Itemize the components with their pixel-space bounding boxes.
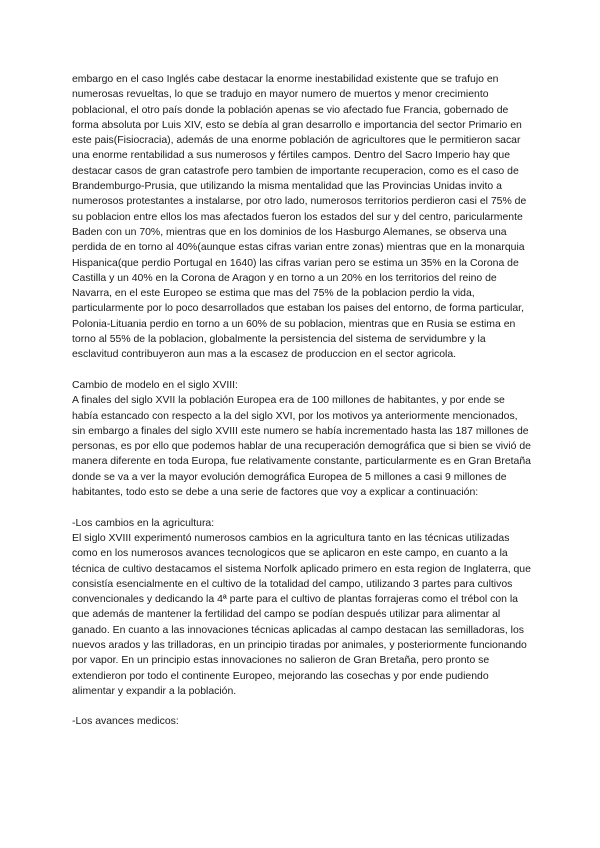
page-content <box>72 72 532 730</box>
paragraph-spacer <box>72 363 532 378</box>
section-heading-agricultura: -Los cambios en la agricultura: <box>72 517 215 529</box>
paragraph-poblacion-siglo-xviii: A finales del siglo XVII la población Europea era de 100 millones de habitantes, y por ende se había estancado con respecto a la del siglo XVI, por los motivos ya anteriormente mencionados, sin embargo a finales del siglo XVIII este numero se había incrementado hasta las 187 millones de personas, es por ello que podemos hablar de una recuperación demográfica que si bien se vivió de manera diferente en toda Europa, fue relativamente constante, particularmente es en Gran Bretaña donde se va a ver la mayor evolución demográfica Europea de 5 millones a casi 9 millones de habitantes, todo esto se debe a una serie de factores que voy a explicar a continuación: <box>72 395 531 499</box>
section-heading-avances-medicos: -Los avances medicos: <box>72 716 179 728</box>
paragraph-continuation: embargo en el caso Inglés cabe destacar la enorme inestabilidad existente que se trafujo en numerosas revueltas, lo que se tradujo en mayor numero de muertos y menor crecimiento poblacional, el otro país donde la población apenas se vio afectado fue Francia, gobernado de forma absoluta por Luis XIV, esto se debía al gran desarrollo e importancia del sector Primario en este pais(Fisiocracia), además de una enorme población de agricultores que le permitieron sacar una enorme rentabilidad a sus numerosos y fértiles campos. Dentro del Sacro Imperio hay que destacar casos de gran catastrofe pero tambien de importante recuperacion, como es el caso de Brandemburgo-Prusia, que utilizando la misma mentalidad que las Provincias Unidas invito a numerosos protestantes a instalarse, por otro lado, numerosos territorios perdieron casi el 75% de su poblacion entre ellos los mas afectados fueron los estados del sur y del centro, paricularmente Baden con un 70%, mientras que en los dominios de los Hasburgo Alemanes, se observa una perdida de en torno al 40%(aunque estas cifras varian entre zonas) mientras que en la monarquia Hispanica(que perdio Portugal en 1640) las cifras varian pero se estima un 35% en la Corona de Castilla y un 40% en la Corona de Aragon y en torno a un 20% en los territorios del reino de Navarra, en el este Europeo se estima que mas del 75% de la poblacion perdio la vida, particularmente por lo poco desarrollados que estaban los paises del entorno, de forma particular, Polonia-Lituania perdio en torno a un 60% de su poblacion, mientras que en Rusia se estima en torno al 55% de la poblacion, globalmente la persistencia del sistema de servidumbre y la esclavitud contribuyeron aun mas a la escasez de produccion en el sector agricola. <box>72 74 527 361</box>
section-heading-cambio-de-modelo: Cambio de modelo en el siglo XVIII: <box>72 379 238 391</box>
paragraph-cambios-agricultura: El siglo XVIII experimentó numerosos cambios en la agricultura tanto en las técnicas utilizadas como en los numerosos avances tecnologicos que se aplicaron en este campo, en cuanto a la técnica de cultivo destacamos el sistema Norfolk aplicado primero en esta region de Inglaterra, que consistía esencialmente en el cultivo de la totalidad del campo, utilizando 3 partes para cultivos convencionales y dedicando la 4ª parte para el cultivo de plantas forrajeras como el trébol con la que además de mantener la fertilidad del campo se podían después utilizar para alimentar al ganado. En cuanto a las innovaciones técnicas aplicadas al campo destacan las semilladoras, los nuevos arados y las trilladoras, en un principio tiradas por animales, y posteriormente funcionando por vapor. En un principio estas innovaciones no salieron de Gran Bretaña, pero pronto se extendieron por todo el continente Europeo, mejorando las cosechas y por ende pudiendo alimentar y expandir a la población. <box>72 532 531 697</box>
paragraph-spacer <box>72 500 532 515</box>
paragraph-spacer <box>72 699 532 714</box>
